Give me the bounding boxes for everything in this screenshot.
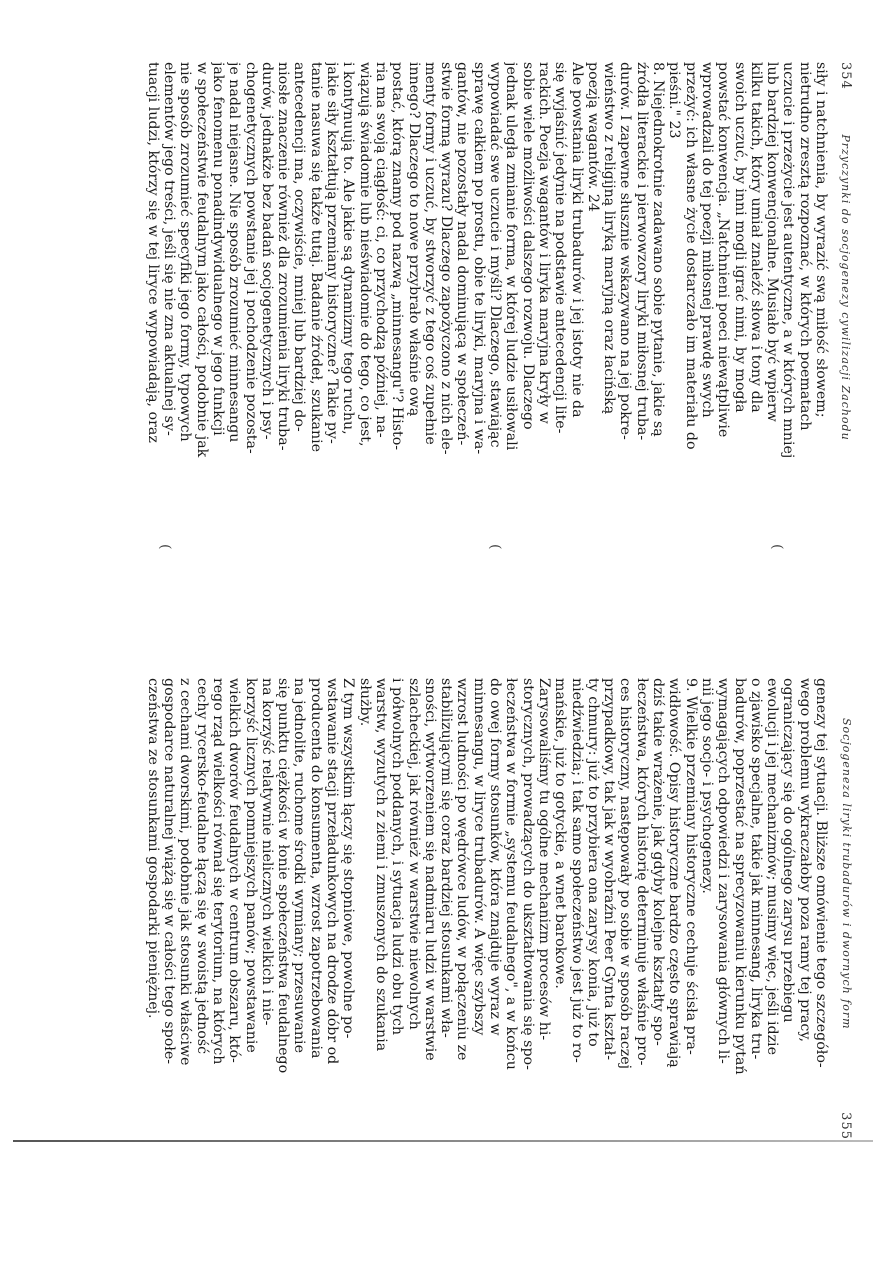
text-line: się punktu ciężkości w łonie społeczeństwa feudalnego bbox=[275, 678, 292, 1074]
text-line: na jednolite, ruchome środki wymiany; przesuwanie bbox=[291, 678, 308, 1053]
right-page-number: 355 bbox=[838, 1112, 853, 1140]
text-line: pieśni." 23 bbox=[666, 62, 683, 139]
text-line: się wyjaśnić jedynie na podstawie antecedencji lite- bbox=[552, 62, 569, 434]
left-running-head: Przyczynki do socjogenezy cywilizacji Zachodu bbox=[839, 134, 852, 441]
text-line: ewolucji i jej mechanizmów; musimy więc, jeśli idzie bbox=[764, 678, 781, 1055]
text-line: o zjawisko specjalne, takie jak minnesang, liryka tru- bbox=[747, 678, 764, 1060]
text-line: ces historyczny, następowały po sobie w sposób raczej bbox=[617, 678, 634, 1070]
text-line: durów. I zapewne słusznie wskazywano na jej pokre- bbox=[617, 62, 634, 440]
text-line: korzyść licznych pomniejszych panów; powstawanie bbox=[242, 678, 259, 1053]
left-page-header bbox=[838, 62, 853, 517]
text-line: wzrost ludności po wędrówce ludów, w połączeniu ze bbox=[454, 678, 471, 1061]
left-page-number: 354 bbox=[838, 62, 853, 90]
text-line: minnesangu, w liryce trubadurów. A więc szybszy bbox=[470, 678, 487, 1036]
text-line: cechy rycersko-feudalne łączą się w swoistą jedność bbox=[193, 678, 210, 1055]
text-line: chogenetycznych powstanie jej i pochodzenie pozosta- bbox=[242, 62, 259, 454]
text-line: tuacji ludzi, którzy się w tej liryce wypowiadają, oraz bbox=[144, 62, 161, 443]
text-line: sobie wiele możliwości dalszego rozwoju. Dlaczego bbox=[519, 62, 536, 430]
text-line: menty formy i uczuć, by stworzyć z tego coś zupełnie bbox=[421, 62, 438, 445]
text-line: jednak uległa zmianie forma, w której ludzie usiłowali bbox=[503, 62, 520, 451]
text-line: z cechami dworskimi, podobnie jak stosunki właściwe bbox=[177, 678, 194, 1066]
text-line: gantów, nie pozostały nadal dominującą w społeczeń- bbox=[454, 62, 471, 446]
text-line: łeczeństwa, których historię determinuje właśnie pro- bbox=[633, 678, 650, 1066]
text-line: niedźwiedzia; i tak samo społeczeństwo jest już to ro- bbox=[568, 678, 585, 1063]
text-line: wymagających odpowiedzi i zarysowania głównych li- bbox=[715, 678, 732, 1064]
text-line: tanie nasuwa się także tutaj. Badanie źródeł, szukanie bbox=[307, 62, 324, 453]
text-line: jako fenomenu ponadindywidualnego w jego funkcji bbox=[210, 62, 227, 436]
text-line: przypadkowy, tak jak w wyobraźni Peer Gynta kształ- bbox=[601, 678, 618, 1061]
text-line: wieństwo z religijną liryką maryjną oraz łacińską bbox=[601, 62, 618, 415]
text-line: źródła literackie i pierwowzory liryki miłosnej truba- bbox=[633, 62, 650, 441]
text-line: Z tym wszystkim łączy się stopniowe, powolne po- bbox=[340, 678, 357, 1039]
text-line: wielkich dworów feudalnych w centrum obszaru, któ- bbox=[226, 678, 243, 1063]
text-line: na korzyść relatywnie nielicznych wielkich i nie- bbox=[258, 678, 275, 1026]
text-line: 8. Niejednokrotnie zadawano sobie pytanie, jakie są bbox=[650, 62, 667, 437]
text-line: rego rząd wielkości równał się terytorium, na których bbox=[210, 678, 227, 1065]
gutter-mark: ( bbox=[487, 544, 503, 550]
text-line: nietrudno zresztą rozpoznać, w których poematach bbox=[796, 62, 813, 431]
text-line: kilku takich, który umiał znaleźć słowa i tony dla bbox=[747, 62, 764, 413]
text-line: elementów jego treści, jeśli się nie zna aktualnej sy- bbox=[161, 62, 178, 436]
text-line: niosłe znaczenie również dla zrozumienia liryki truba- bbox=[275, 62, 292, 451]
text-line: jakie siły kształtują przemiany historyczne? Takie py- bbox=[324, 62, 341, 444]
text-line: wiązują świadomie lub nieświadomie do tego, co jest, bbox=[356, 62, 373, 447]
text-line: w społeczeństwie feudalnym jako całości, podobnie jak bbox=[193, 62, 210, 458]
text-line: ria ma swoją ciągłość: ci, co przychodzą później, na- bbox=[372, 62, 389, 438]
text-line: badurów, poprzestać na sprecyzowaniu kierunku pytań bbox=[731, 678, 748, 1075]
text-line: szlacheckiej, jak również w warstwie niewolnych bbox=[405, 678, 422, 1030]
text-line: nii jego socjo- i psychogenezy. bbox=[698, 678, 715, 894]
text-line: antecedencji ma, oczywiście, mniej lub bardziej do- bbox=[291, 62, 308, 432]
text-line: ty chmury: już to przybiera ona zarysy konia, już to bbox=[584, 678, 601, 1047]
text-line: Zarysowaliśmy tu ogólne mechanizm procesów hi- bbox=[535, 678, 552, 1041]
text-line: do owej formy stosunków, która znajduje wyraz w bbox=[487, 678, 504, 1036]
right-running-head: Socjogeneza liryki trubadurów i dwornych form bbox=[840, 718, 853, 1030]
text-line: mańskie, już to gotyckie, a wnet barokowe. bbox=[552, 678, 569, 989]
text-line: stabilizującymi się coraz bardziej stosunkami wła- bbox=[438, 678, 455, 1038]
gutter bbox=[13, 540, 873, 650]
text-line: swoich uczuć, by inni mogli igrać nimi, by mogła bbox=[731, 62, 748, 413]
text-line: durów, jednakże bez badań socjogenetycznych i psy- bbox=[258, 62, 275, 440]
text-line: postać, którą znamy pod nazwą „minnesangu"? Histo- bbox=[389, 62, 406, 451]
text-line: genezy tej sytuacji. Bliższe omówienie tego szczegóło- bbox=[813, 678, 829, 1068]
text-line: wypowiadać swe uczucie i myśli? Dlaczego, stawiając bbox=[487, 62, 504, 448]
text-line: siły i natchnienia, by wyrazić swą miłość słowem; bbox=[813, 62, 829, 418]
text-line: przeżyć: ich własne życie dostarczało im materiału do bbox=[682, 62, 699, 450]
gutter-mark: ( bbox=[769, 544, 785, 550]
text-line: uczucie i przeżycie jest autentyczne, a w których mniej bbox=[780, 62, 797, 459]
text-line: producenta do konsumenta, wzrost zapotrzebowania bbox=[307, 678, 324, 1059]
right-page-text bbox=[145, 678, 829, 1140]
text-line: stwie formą wyrazu? Dlaczego zapożyczono z nich ele- bbox=[438, 62, 455, 455]
text-line: sprawę całkiem po prostu, obie te liryki, maryjna i wa- bbox=[470, 62, 487, 455]
text-line: je nadal niejasne. Nie sposób zrozumieć minnesangu bbox=[226, 62, 243, 443]
text-line: powstać konwencja. „Natchnieni poeci niewątpliwie bbox=[715, 62, 732, 438]
text-line: i półwolnych poddanych, i sytuacja ludzi obu tych bbox=[389, 678, 406, 1036]
text-line: wego problemu wykraczałoby poza ramy tej pracy, bbox=[796, 678, 813, 1043]
text-line: widłowość. Opisy historyczne bardzo często sprawiają bbox=[666, 678, 683, 1068]
text-line: poezją wagantów. 24 bbox=[584, 62, 601, 212]
right-page-header bbox=[838, 678, 853, 1140]
text-line: nie sposób zrozumieć specyfiki jego formy, typowych bbox=[177, 62, 194, 442]
text-line: łeczeństwa w formie „systemu feudalnego", a w końcu bbox=[503, 678, 520, 1070]
text-line: służby. bbox=[356, 678, 373, 727]
text-line: ograniczający się do ogólnego zarysu przebiegu bbox=[780, 678, 797, 1023]
text-line: gospodarce naturalnej wiążą się w całości tego społe- bbox=[161, 678, 178, 1065]
text-line: wstawanie stacji przeładunkowych na drodze dóbr od bbox=[324, 678, 341, 1065]
text-line: Ale powstania liryki trubadurów i jej istoty nie da bbox=[568, 62, 585, 418]
text-line: sności, wytworzeniem się nadmiaru ludzi w warstwie bbox=[421, 678, 438, 1061]
text-line: rackich. Poezja wagantów i liryka maryjna kryły w bbox=[535, 62, 552, 424]
text-line: storycznych, prowadzących do ukształtowania się spo- bbox=[519, 678, 536, 1070]
text-line: wprowadzali do tej poezji miłosnej prawdę swych bbox=[698, 62, 715, 418]
text-line: 9. Wielkie przemiany historyczne cechuje ścisła pra- bbox=[682, 678, 699, 1055]
text-line: innego? Dlaczego to nowe przybrało właśnie ową bbox=[405, 62, 422, 417]
text-line: lub bardziej konwencjonalne. Musiało być wpierw bbox=[764, 62, 781, 422]
text-line: i kontynuują to. Ale jakie są dynamizmy tego ruchu, bbox=[340, 62, 357, 435]
gutter-mark: ( bbox=[157, 544, 173, 550]
scan-edge-shadow bbox=[13, 1140, 873, 1142]
text-line: dziś takie wrażenie, jak gdyby kolejne kształty spo- bbox=[650, 678, 667, 1046]
text-line: warstw, wyzutych z ziemi i zmuszonych do szukania bbox=[372, 678, 389, 1052]
left-page-text bbox=[145, 62, 829, 517]
text-line: czeństwa ze stosunkami gospodarki pieniężnej. bbox=[144, 678, 161, 1019]
